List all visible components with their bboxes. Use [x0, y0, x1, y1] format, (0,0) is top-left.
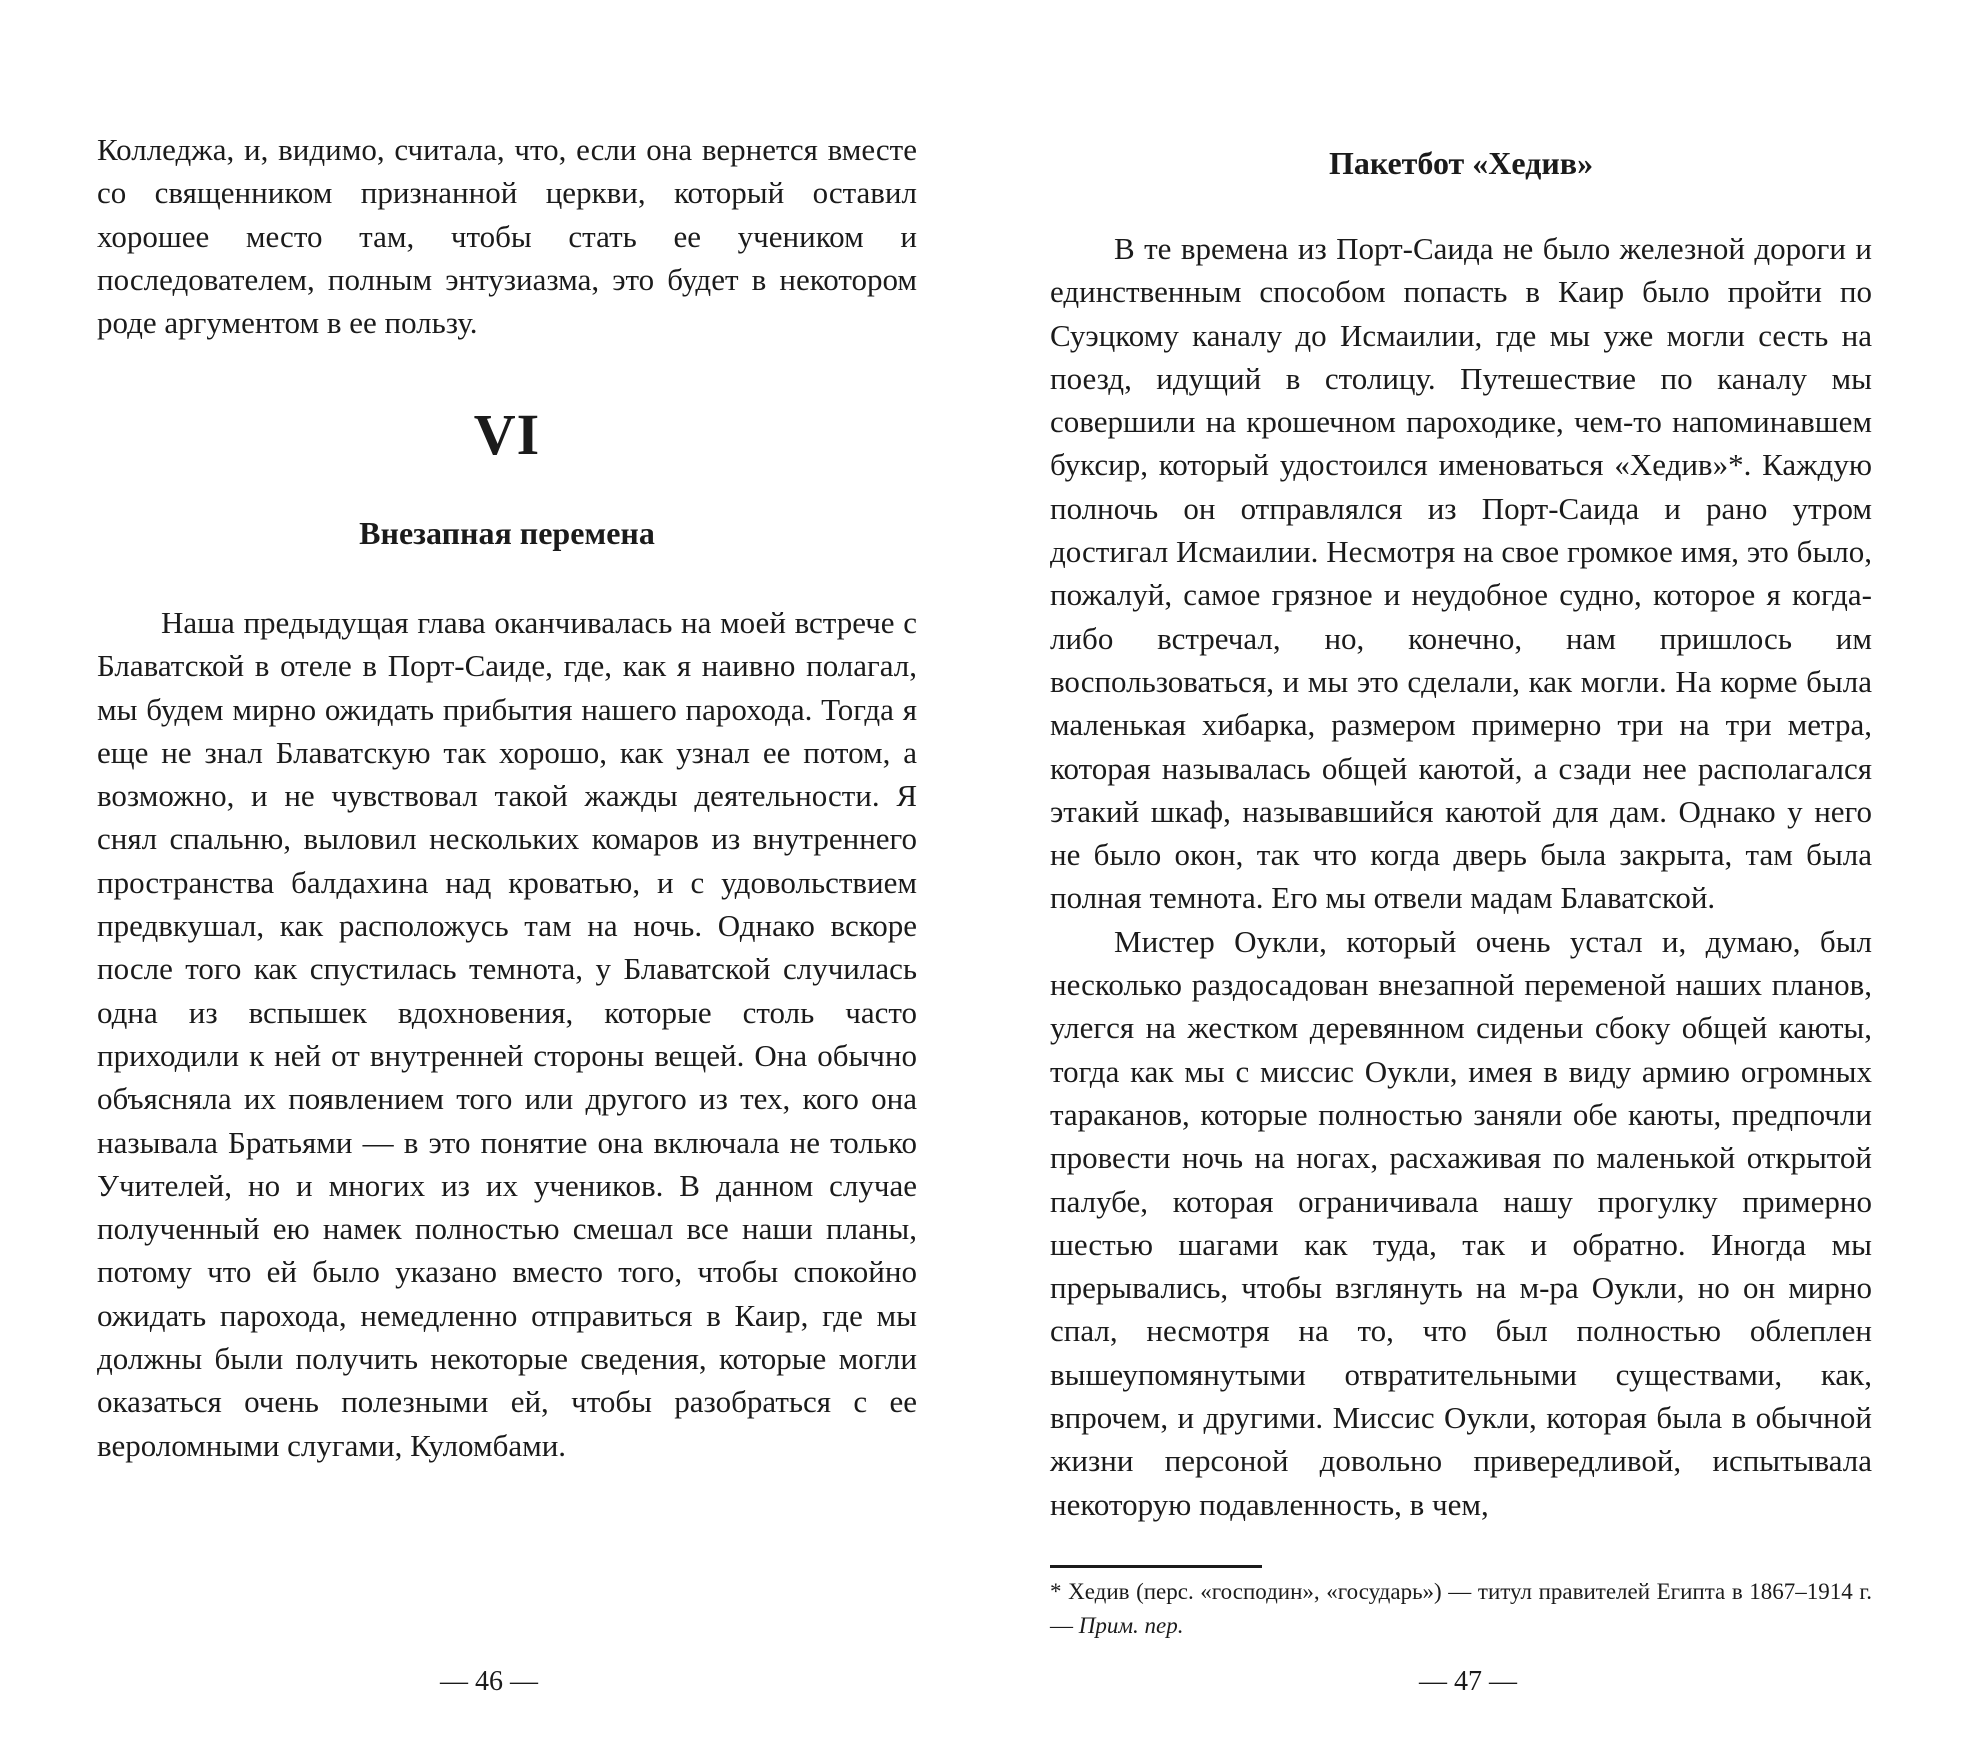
- page-number-left: — 46 —: [440, 1666, 538, 1697]
- footnote-text: * Хедив (перс. «господин», «государь») — титул правителей Египта в 1867–1914 г. —: [1050, 1579, 1872, 1638]
- footnote-text-line: [1050, 1575, 1872, 1643]
- page-number-right: — 47 —: [1419, 1666, 1517, 1697]
- continuation-paragraph: Колледжа, и, видимо, считала, что, если она вернется вместе со священником признанной церкви, который оставил хорошее место там, чтобы стать ее учеником и последователем, полным энтузиазма, это будет в некотором роде аргументом в ее пользу.: [97, 132, 917, 341]
- left-body-text: [97, 601, 917, 1467]
- right-body-text: [1050, 227, 1872, 1526]
- left-page: [0, 0, 990, 1750]
- body-paragraph-2: Мистер Оукли, который очень устал и, думаю, был несколько раздосадован внезапной переменой наших планов, улегся на жестком деревянном сиденьи сбоку общей каюты, тогда как мы с миссис Оукли, имея в виду армию огромных тараканов, которые полностью заняли обе каюты, предпочли провести ночь на ногах, расхаживая по маленькой открытой палубе, которая ограничивала нашу прогулку примерно шестью шагами как туда, так и обратно. Иногда мы прерывались, чтобы взглянуть на м-ра Оукли, но он мирно спал, несмотря на то, что был полностью облеплен вышеупомянутыми отвратительными существами, как, впрочем, и другими. Миссис Оукли, которая была в обычной жизни персоной довольно привередливой, испытывала некоторую подавленность, в чем,: [1050, 923, 1872, 1522]
- right-page: [990, 0, 1982, 1750]
- chapter-number: VI: [473, 402, 541, 467]
- footnote: [1050, 1575, 1872, 1643]
- footnote-divider: [1050, 1565, 1262, 1568]
- body-paragraph-1: В те времена из Порт-Саида не было железной дороги и единственным способом попасть в Каир было пройти по Суэцкому каналу до Исмаилии, где мы уже могли сесть на поезд, идущий в столицу. Путешествие по каналу мы совершили на крошечном пароходике, чем-то напоминавшем буксир, который удостоился именоваться «Хедив»*. Каждую полночь он отправлялся из Порт-Саида и рано утром достигал Исмаилии. Несмотря на свое громкое имя, это было, пожалуй, самое грязное и неудобное судно, которое я когда-либо встречал, но, конечно, нам пришлось им воспользоваться, и мы это сделали, как могли. На корме была маленькая хибарка, размером примерно три на три метра, которая называлась общей каютой, а сзади нее располагался этакий шкаф, называвшийся каютой для дам. Однако у него не было окон, так что когда дверь была закрыта, там была полная темнота. Его мы отвели мадам Блаватской.: [1050, 231, 1872, 916]
- chapter-title: Внезапная перемена: [359, 515, 655, 551]
- footnote-attribution: Прим. пер.: [1078, 1613, 1184, 1638]
- left-continuation-text: [97, 128, 917, 344]
- section-title: Пакетбот «Хедив»: [1328, 145, 1594, 181]
- body-paragraph: Наша предыдущая глава оканчивалась на моей встрече с Блаватской в отеле в Порт-Саиде, где, как я наивно полагал, мы будем мирно ожидать прибытия нашего парохода. Тогда я еще не знал Блаватскую так хорошо, как узнал ее потом, а возможно, и не чувствовал такой жажды деятельности. Я снял спальню, выловил нескольких комаров из внутреннего пространства балдахина над кроватью, и с удовольствием предвкушал, как расположусь там на ночь. Однако вскоре после того как спустилась темнота, у Блаватской случилась одна из вспышек вдохновения, которые столь часто приходили к ней от внутренней стороны вещей. Она обычно объясняла их появлением того или другого из тех, кого она называла Братьями — в это понятие она включала не только Учителей, но и многих из их учеников. В данном случае полученный ею намек полностью смешал все наши планы, потому что ей было указано вместо того, чтобы спокойно ожидать парохода, немедленно отправиться в Каир, где мы должны были получить некоторые сведения, которые могли оказаться очень полезными ей, чтобы разобраться с ее вероломными слугами, Куломбами.: [97, 605, 917, 1463]
